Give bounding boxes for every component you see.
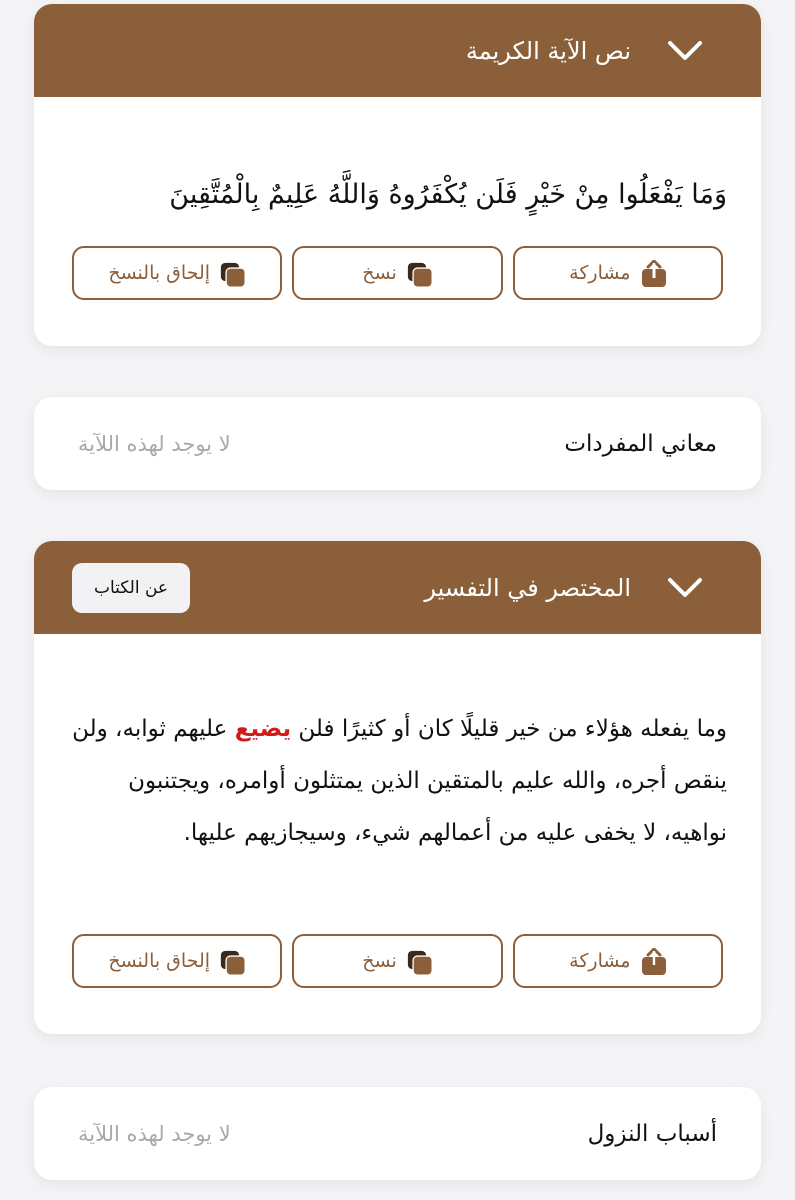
vocabulary-label: معاني المفردات [564, 430, 717, 457]
verse-card-title: نص الآية الكريمة [465, 36, 631, 65]
copy-button[interactable] [292, 246, 502, 300]
append-copy-icon [220, 260, 246, 286]
copy-label: نسخ [362, 262, 397, 284]
share-icon [641, 948, 667, 974]
append-copy-button[interactable] [72, 246, 282, 300]
vocabulary-card[interactable] [34, 397, 761, 490]
share-label: مشاركة [569, 950, 631, 972]
revelation-reasons-value: لا يوجد لهذه اللآية [78, 1121, 231, 1146]
share-button[interactable] [513, 934, 723, 988]
copy-label: نسخ [362, 950, 397, 972]
tafsir-card-title: المختصر في التفسير [424, 573, 631, 602]
tafsir-card-header[interactable] [34, 541, 761, 634]
tafsir-action-row [72, 934, 723, 988]
copy-button[interactable] [292, 934, 502, 988]
share-icon [641, 260, 667, 286]
verse-card-header[interactable] [34, 4, 761, 97]
verse-text: وَمَا يَفْعَلُوا مِنْ خَيْرٍ فَلَن يُكْفَرُوهُ وَاللَّهُ عَلِيمٌ بِالْمُتَّقِينَ [169, 179, 727, 210]
tafsir-text [34, 634, 761, 859]
tafsir-text-before: وما يفعله هؤلاء من خير قليلًا كان أو كثيرًا فلن [291, 716, 727, 742]
append-copy-button[interactable] [72, 934, 282, 988]
append-copy-icon [220, 948, 246, 974]
revelation-reasons-card[interactable] [34, 1087, 761, 1180]
chevron-down-icon[interactable] [665, 31, 705, 71]
chevron-down-icon[interactable] [665, 568, 705, 608]
tafsir-text-after: عليهم ثوابه، ولن ينقص أجره، والله عليم بالمتقين الذين يمتثلون أوامره، ويجتنبون نواهيه، لا يخفى عليه من أعمالهم شيء، وسيجازيهم عليها. [72, 716, 727, 846]
verse-action-row [72, 246, 723, 300]
copy-icon [407, 948, 433, 974]
revelation-reasons-label: أسباب النزول [587, 1120, 717, 1147]
verse-card [34, 4, 761, 346]
share-label: مشاركة [569, 262, 631, 284]
vocabulary-value: لا يوجد لهذه اللآية [78, 431, 231, 456]
tafsir-card [34, 541, 761, 1034]
copy-icon [407, 260, 433, 286]
about-book-button[interactable]: عن الكتاب [72, 563, 190, 613]
append-copy-label: إلحاق بالنسخ [108, 950, 211, 972]
append-copy-label: إلحاق بالنسخ [108, 262, 211, 284]
share-button[interactable] [513, 246, 723, 300]
tafsir-highlight-word: يضيع [234, 716, 292, 742]
